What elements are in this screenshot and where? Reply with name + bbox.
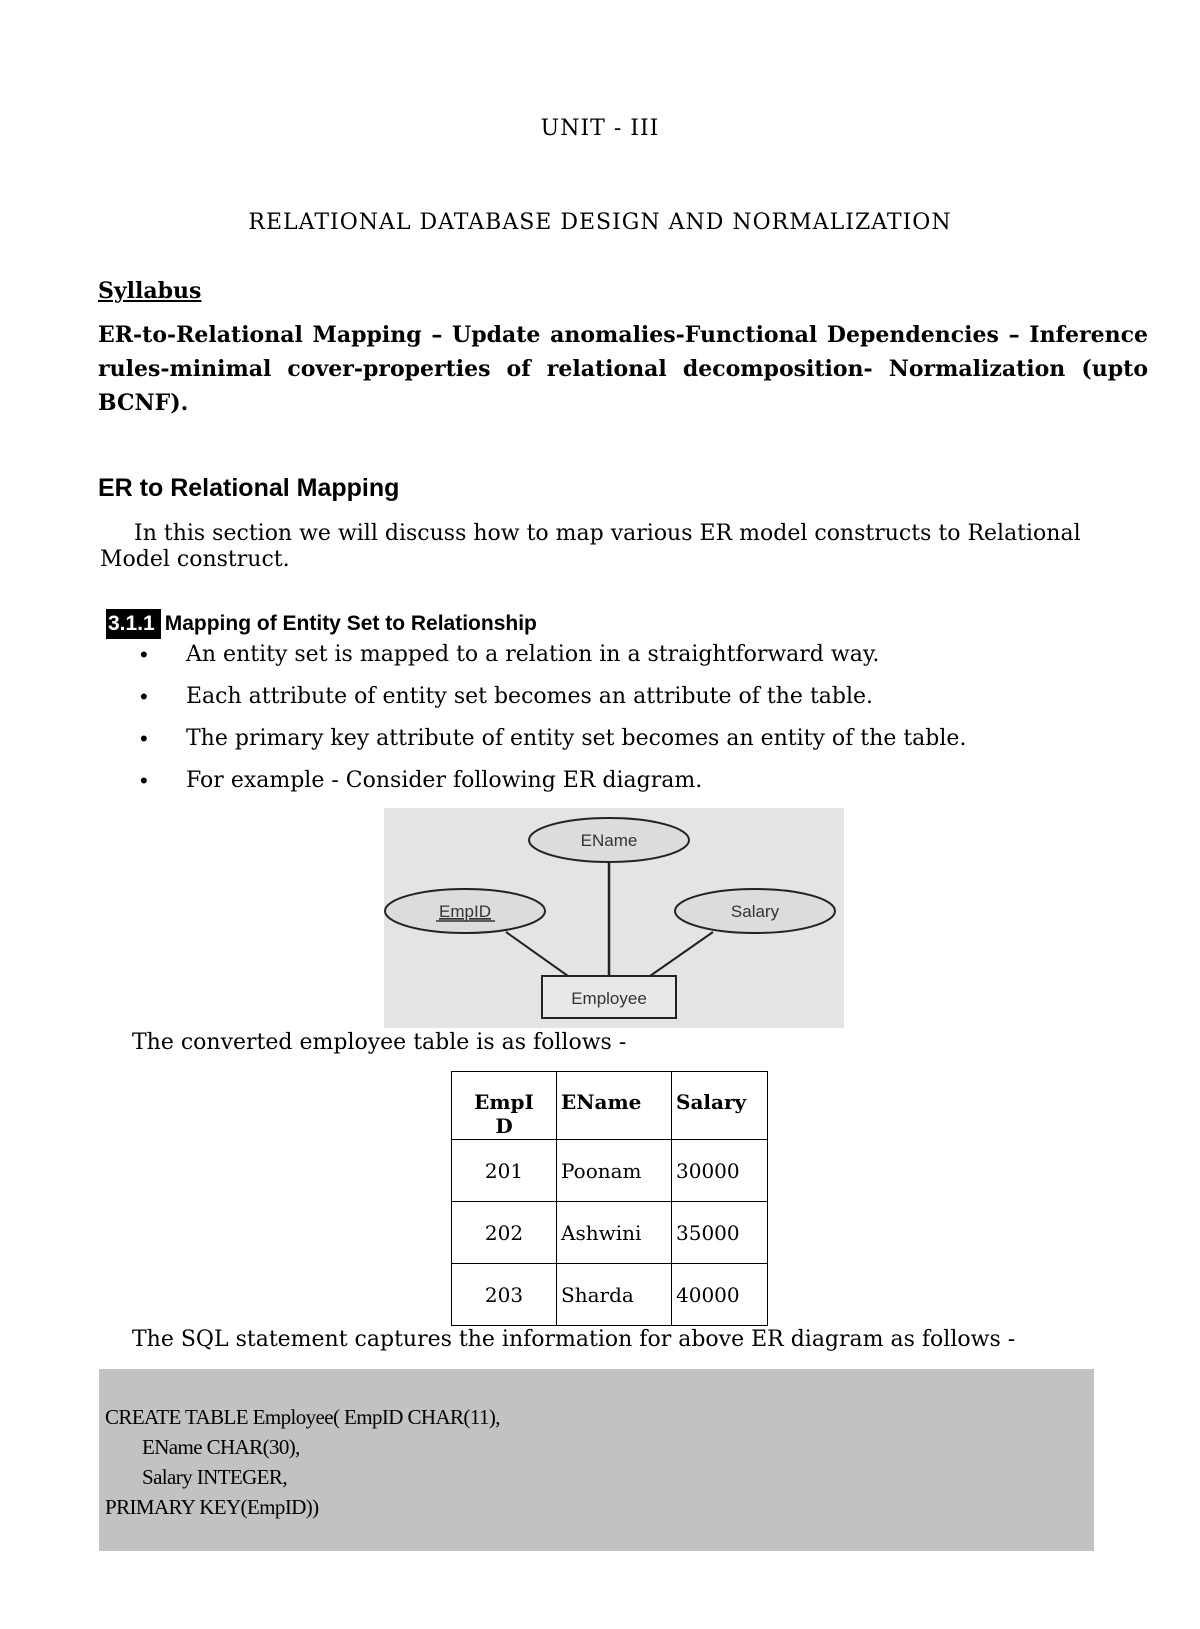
table-cell: 35000 — [672, 1202, 768, 1264]
table-cell: 203 — [452, 1264, 557, 1326]
subsection-number: 3.1.1 — [106, 609, 161, 639]
attribute-empid-label: EmpID — [439, 902, 491, 921]
syllabus-label: Syllabus — [98, 278, 202, 304]
table-row — [452, 1264, 768, 1326]
list-item — [132, 766, 1132, 808]
bullet-icon: • — [140, 642, 148, 667]
column-header-salary: Salary — [672, 1072, 768, 1140]
sql-intro: The SQL statement captures the information for above ER diagram as follows - — [132, 1327, 1016, 1352]
list-item-text: An entity set is mapped to a relation in a straightforward way. — [186, 642, 880, 667]
er-diagram-svg — [384, 808, 844, 1028]
table-cell: 201 — [452, 1140, 557, 1202]
column-header-ename: EName — [557, 1072, 672, 1140]
code-line: Salary INTEGER, — [142, 1465, 287, 1489]
subsection-title: Mapping of Entity Set to Relationship — [164, 612, 537, 635]
connector-empid — [506, 932, 568, 976]
code-line: EName CHAR(30), — [142, 1435, 300, 1459]
list-item — [132, 682, 1132, 724]
table-cell: Sharda — [557, 1264, 672, 1326]
subsection-heading — [106, 609, 537, 639]
entity-employee-label: Employee — [571, 989, 647, 1008]
section-heading: ER to Relational Mapping — [98, 474, 400, 502]
syllabus-text: ER-to-Relational Mapping – Update anomalies-Functional Dependencies – Inference rules-minimal cover-properties of relational decomposition- Normalization (upto BCNF). — [98, 322, 1148, 416]
code-block — [99, 1369, 1094, 1551]
employee-table — [451, 1071, 768, 1326]
er-diagram — [384, 808, 844, 1028]
table-cell: 202 — [452, 1202, 557, 1264]
section-intro-text: In this section we will discuss how to map various ER model constructs to Relational Model construct. — [100, 521, 1081, 572]
code-line: PRIMARY KEY(EmpID)) — [105, 1495, 319, 1519]
table-header-row — [452, 1072, 768, 1140]
bullet-icon: • — [140, 684, 148, 709]
list-item-text: For example - Consider following ER diagram. — [186, 768, 703, 793]
attribute-ename-label: EName — [580, 831, 638, 850]
list-item-text: The primary key attribute of entity set becomes an entity of the table. — [186, 726, 967, 751]
list-item — [132, 724, 1132, 766]
table-cell: 30000 — [672, 1140, 768, 1202]
list-item — [132, 640, 1132, 682]
table-intro: The converted employee table is as follows - — [132, 1030, 627, 1055]
bullet-list — [132, 640, 1132, 808]
table-cell: Ashwini — [557, 1202, 672, 1264]
table-row — [452, 1202, 768, 1264]
attribute-salary-label: Salary — [730, 902, 780, 921]
bullet-icon: • — [140, 768, 148, 793]
unit-title: UNIT - III — [540, 116, 660, 141]
bullet-icon: • — [140, 726, 148, 751]
section-intro — [100, 521, 1150, 573]
table-row — [452, 1140, 768, 1202]
table-cell: 40000 — [672, 1264, 768, 1326]
connector-salary — [650, 932, 713, 976]
code-line: CREATE TABLE Employee( EmpID CHAR(11), — [105, 1405, 500, 1429]
page-title: RELATIONAL DATABASE DESIGN AND NORMALIZATION — [248, 210, 952, 235]
column-header-empid: EmpI D — [452, 1072, 557, 1140]
table-cell: Poonam — [557, 1140, 672, 1202]
list-item-text: Each attribute of entity set becomes an attribute of the table. — [186, 684, 874, 709]
